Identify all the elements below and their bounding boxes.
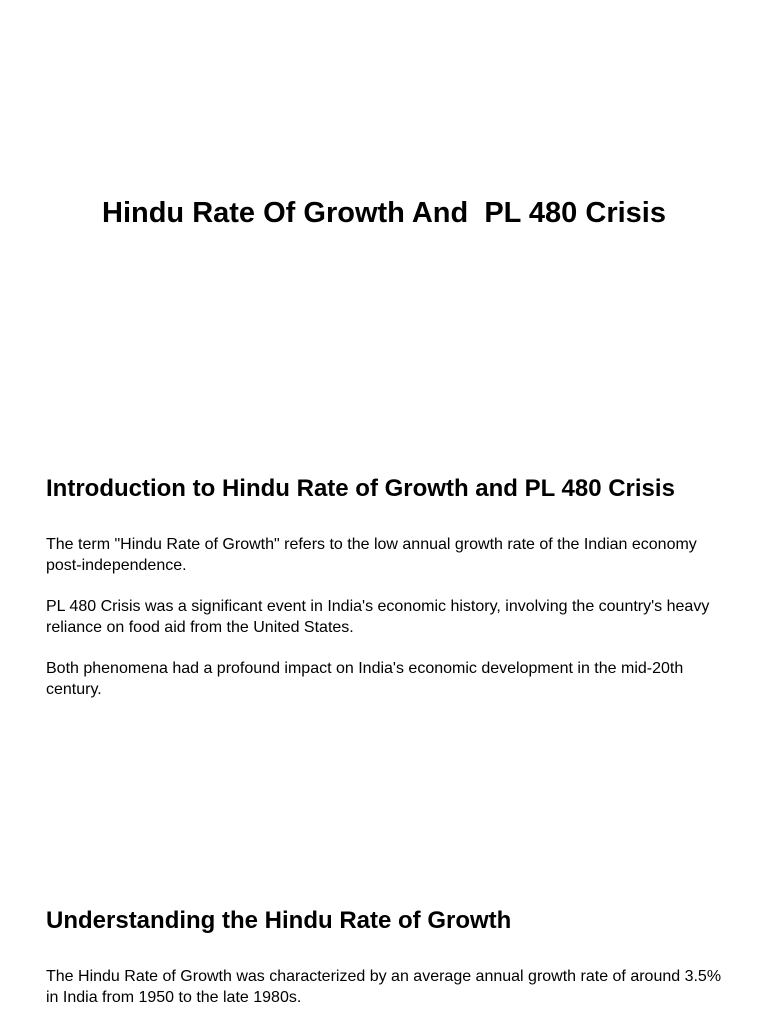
paragraph: The Hindu Rate of Growth was characterized by an average annual growth rate of around 3.5% in India from 1950 to the late 1980s. — [46, 968, 722, 1006]
paragraph: PL 480 Crisis was a significant event in India's economic history, involving the country's heavy reliance on food aid from the United States. — [46, 598, 710, 636]
section-heading: Introduction to Hindu Rate of Growth and PL 480 Crisis — [46, 475, 675, 502]
section-heading: Understanding the Hindu Rate of Growth — [46, 907, 512, 934]
document-title: Hindu Rate Of Growth And PL 480 Crisis — [102, 197, 666, 229]
paragraph: The term "Hindu Rate of Growth" refers to the low annual growth rate of the Indian economy post-independence. — [46, 536, 697, 574]
section-introduction — [46, 474, 736, 700]
section-understanding — [46, 906, 736, 1008]
paragraph: Both phenomena had a profound impact on India's economic development in the mid-20th century. — [46, 660, 684, 698]
